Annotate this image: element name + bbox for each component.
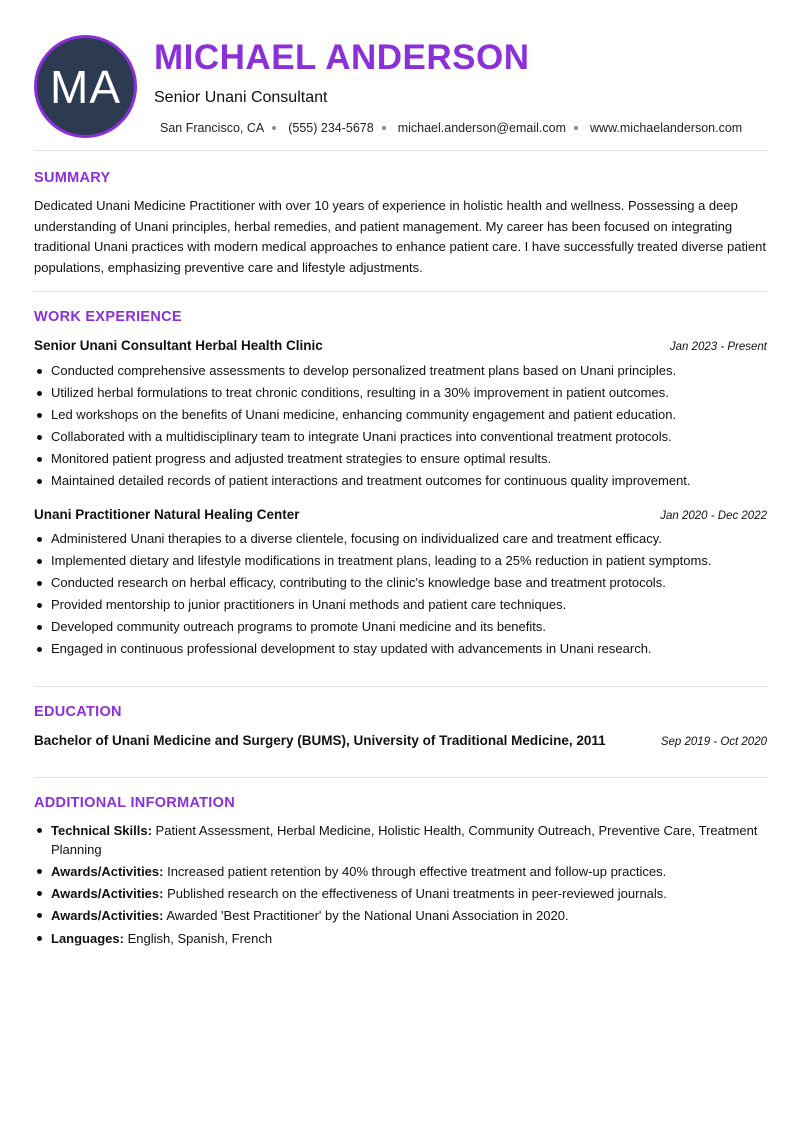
experience-heading: WORK EXPERIENCE bbox=[34, 309, 182, 325]
candidate-name: MICHAEL ANDERSON bbox=[154, 38, 530, 77]
list-item: Monitored patient progress and adjusted treatment strategies to ensure optimal results. bbox=[34, 448, 767, 470]
additional-heading: ADDITIONAL INFORMATION bbox=[34, 795, 235, 811]
degree: Bachelor of Unani Medicine and Surgery (BUMS), University of Traditional Medicine, 2011 bbox=[34, 733, 606, 748]
list-item: Conducted research on herbal efficacy, contributing to the clinic's knowledge base and treatment protocols. bbox=[34, 572, 767, 594]
summary-heading: SUMMARY bbox=[34, 170, 111, 186]
contact-phone: (555) 234-5678 bbox=[288, 121, 374, 135]
list-item bbox=[34, 929, 767, 948]
list-item: Engaged in continuous professional development to stay updated with advancements in Unani research. bbox=[34, 638, 767, 660]
list-item: Implemented dietary and lifestyle modifications in treatment plans, leading to a 25% reduction in patient symptoms. bbox=[34, 550, 767, 572]
education-dates: Sep 2019 - Oct 2020 bbox=[660, 736, 767, 748]
item-text: Published research on the effectiveness of Unani treatments in peer-reviewed journals. bbox=[167, 886, 667, 901]
job-dates: Jan 2023 - Present bbox=[669, 341, 767, 353]
list-item bbox=[34, 906, 767, 925]
avatar-initials: MA bbox=[50, 60, 121, 113]
list-item bbox=[34, 884, 767, 903]
job-bullets bbox=[34, 360, 767, 492]
list-item: Conducted comprehensive assessments to develop personalized treatment plans based on Unani principles. bbox=[34, 360, 767, 382]
job-role: Unani Practitioner Natural Healing Center bbox=[34, 507, 300, 522]
list-item bbox=[34, 862, 767, 881]
separator-dot bbox=[382, 126, 386, 130]
item-text: Patient Assessment, Herbal Medicine, Holistic Health, Community Outreach, Preventive Care, Treatment Planning bbox=[51, 823, 758, 857]
item-text: Increased patient retention by 40% through effective treatment and follow-up practices. bbox=[167, 864, 667, 879]
item-label: Awards/Activities: bbox=[51, 864, 164, 879]
job-role: Senior Unani Consultant Herbal Health Clinic bbox=[34, 338, 323, 353]
summary-text: Dedicated Unani Medicine Practitioner with over 10 years of experience in holistic health and wellness. Possessing a deep understanding of Unani principles, herbal remedies, and patient management. My career has been focused on integrating traditional Unani practices with modern medical approaches to enhance patient care. I have successfully treated diverse patient populations, emphasizing preventive care and lifestyle adjustments. bbox=[34, 198, 767, 275]
additional-list bbox=[34, 821, 767, 951]
education-entry bbox=[34, 733, 767, 748]
item-text: English, Spanish, French bbox=[127, 931, 273, 946]
job-header bbox=[34, 338, 767, 353]
list-item: Led workshops on the benefits of Unani medicine, enhancing community engagement and patient education. bbox=[34, 404, 767, 426]
item-label: Languages: bbox=[51, 931, 124, 946]
contact-email[interactable]: michael.anderson@email.com bbox=[397, 121, 567, 135]
contact-info bbox=[160, 121, 742, 135]
education-heading: EDUCATION bbox=[34, 704, 122, 720]
candidate-title: Senior Unani Consultant bbox=[154, 89, 328, 106]
list-item: Collaborated with a multidisciplinary team to integrate Unani practices into conventional treatment protocols. bbox=[34, 426, 767, 448]
job-dates: Jan 2020 - Dec 2022 bbox=[660, 510, 767, 522]
avatar bbox=[34, 35, 137, 138]
divider bbox=[34, 291, 767, 292]
item-label: Awards/Activities: bbox=[51, 886, 164, 901]
list-item: Developed community outreach programs to promote Unani medicine and its benefits. bbox=[34, 616, 767, 638]
contact-location: San Francisco, CA bbox=[160, 121, 265, 135]
item-label: Technical Skills: bbox=[51, 823, 152, 838]
divider bbox=[34, 686, 767, 687]
contact-website[interactable]: www.michaelanderson.com bbox=[590, 121, 743, 135]
divider bbox=[34, 150, 767, 151]
item-label: Awards/Activities: bbox=[51, 908, 164, 923]
separator-dot bbox=[574, 126, 578, 130]
job-bullets bbox=[34, 528, 767, 660]
list-item bbox=[34, 821, 767, 859]
list-item: Utilized herbal formulations to treat chronic conditions, resulting in a 30% improvement in patient outcomes. bbox=[34, 382, 767, 404]
list-item: Provided mentorship to junior practitioners in Unani methods and patient care techniques. bbox=[34, 594, 767, 616]
list-item: Administered Unani therapies to a diverse clientele, focusing on individualized care and treatment efficacy. bbox=[34, 528, 767, 550]
item-text: Awarded 'Best Practitioner' by the National Unani Association in 2020. bbox=[166, 908, 569, 923]
separator-dot bbox=[272, 126, 276, 130]
list-item: Maintained detailed records of patient interactions and treatment outcomes for continuous quality improvement. bbox=[34, 470, 767, 492]
job-header bbox=[34, 507, 767, 522]
divider bbox=[34, 777, 767, 778]
